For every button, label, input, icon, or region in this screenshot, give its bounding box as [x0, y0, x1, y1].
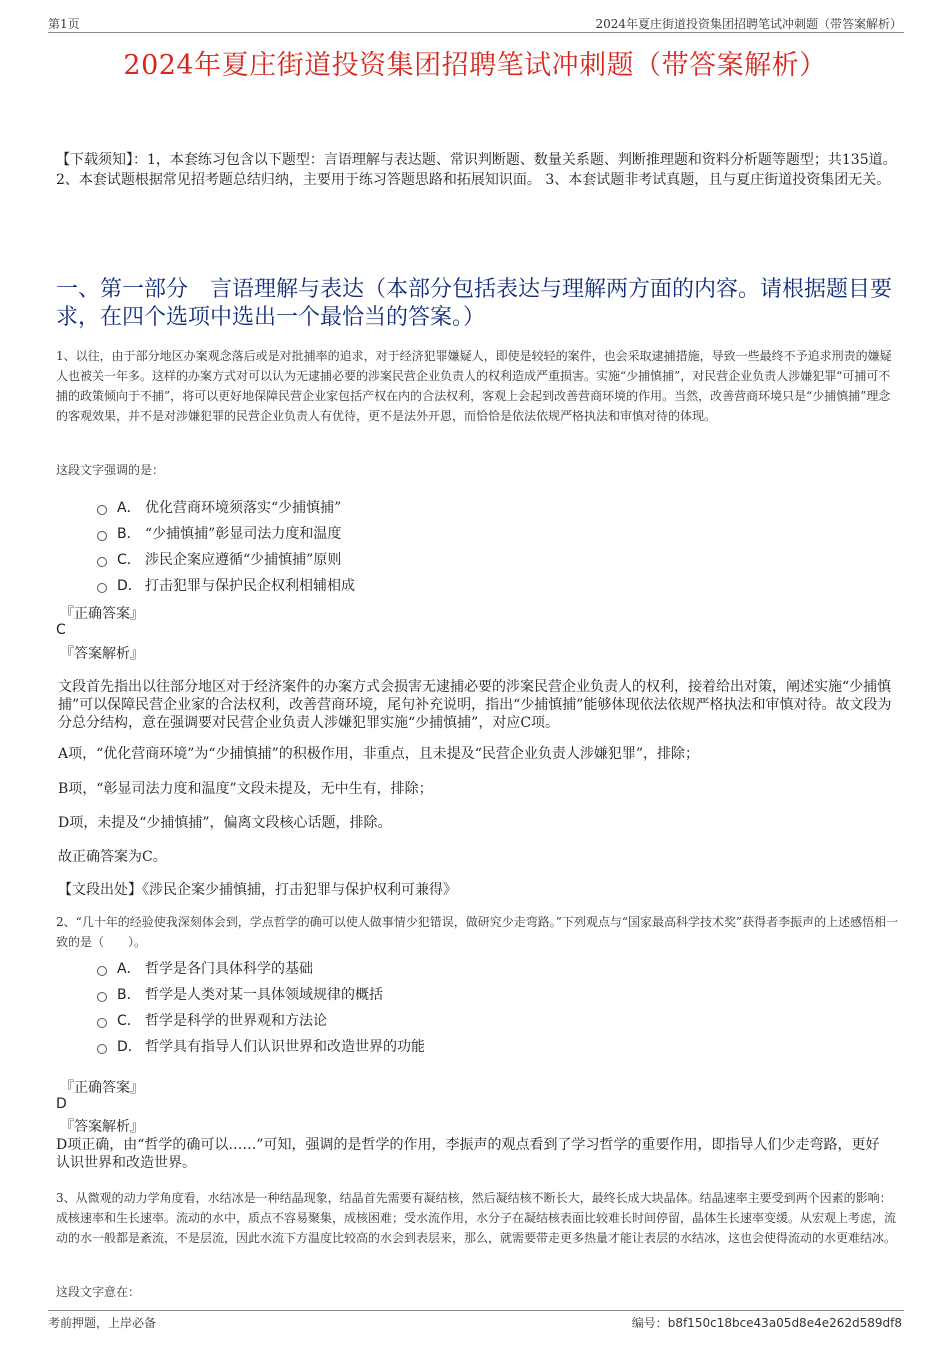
- radio-icon[interactable]: [97, 992, 107, 1002]
- footer-code: [632, 1314, 902, 1331]
- option-letter: A．: [117, 500, 141, 516]
- option-text: 涉民企案应遵循“少捕慎捕”原则: [145, 552, 342, 568]
- question-1-option-b[interactable]: [97, 523, 341, 543]
- question-3-prompt: 这段文字意在：: [56, 1285, 141, 1299]
- footer-divider: [48, 1310, 904, 1311]
- option-text: 哲学是科学的世界观和方法论: [145, 1013, 327, 1029]
- option-text: 打击犯罪与保护民企权利相辅相成: [145, 578, 355, 594]
- option-letter: B．: [117, 987, 141, 1003]
- question-1-answer: C: [56, 622, 66, 638]
- question-3-stem: 3、从微观的动力学角度看，水结冰是一种结晶现象，结晶首先需要有凝结核，然后凝结核不断长大，最终长成大块晶体。结晶速率主要受到两个因素的影响：成核速率和生长速率。流动的水中，质点不容易聚集，成核困难；受水流作用，水分子在凝结核表面比较难长时间停留，晶体生长速率变缓。从宏观上考虑，流动的水一般都是紊流，不是层流，因此水流下方温度比较高的水会到表层来，那么，就需要带走更多热量才能让表层的水结冰，这也会使得流动的水更难结冰。: [56, 1191, 897, 1245]
- radio-icon[interactable]: [97, 531, 107, 541]
- question-1-prompt: 这段文字强调的是：: [56, 463, 165, 477]
- option-text: “少捕慎捕”彰显司法力度和温度: [145, 526, 342, 542]
- option-letter: B．: [117, 526, 141, 542]
- section-heading: 一、第一部分 言语理解与表达（本部分包括表达与理解两方面的内容。请根据题目要求，在四个选项中选出一个最恰当的答案。）: [56, 277, 893, 330]
- option-text: 哲学具有指导人们认识世界和改造世界的功能: [145, 1039, 425, 1055]
- header-divider: [48, 32, 904, 33]
- question-2-option-d[interactable]: [97, 1036, 425, 1056]
- radio-icon[interactable]: [97, 1018, 107, 1028]
- download-notice: 【下载须知】：1，本套练习包含以下题型：言语理解与表达题、常识判断题、数量关系题、判断推理题和资料分析题等题型；共135道。 2、本套试题根据常见招考题总结归纳，主要用于练习答题思路和拓展知识面。 3、本套试题非考试真题，且与夏庄街道投资集团无关。: [56, 152, 897, 188]
- option-text: 优化营商环境须落实“少捕慎捕”: [145, 500, 342, 516]
- option-letter: C．: [117, 552, 141, 568]
- question-2-analysis-label: 『答案解析』: [60, 1119, 144, 1135]
- radio-icon[interactable]: [97, 966, 107, 976]
- radio-icon[interactable]: [97, 583, 107, 593]
- question-1-option-d[interactable]: [97, 575, 355, 595]
- question-2-option-a[interactable]: [97, 958, 313, 978]
- question-2-stem: 2、“几十年的经验使我深刻体会到，学点哲学的确可以使人做事情少犯错误，做研究少走弯路。”下列观点与“国家最高科学技术奖”获得者李振声的上述感悟相一致的是（ ）。: [56, 915, 899, 949]
- question-2-option-c[interactable]: [97, 1010, 327, 1030]
- question-1-option-c[interactable]: [97, 549, 341, 569]
- question-1-analysis-label: 『答案解析』: [60, 646, 144, 662]
- question-1-analysis-b: B项，“彰显司法力度和温度”文段未提及，无中生有，排除；: [58, 781, 433, 797]
- radio-icon[interactable]: [97, 505, 107, 515]
- question-2-option-b[interactable]: [97, 984, 383, 1004]
- document-title: 2024年夏庄街道投资集团招聘笔试冲刺题（带答案解析）: [123, 50, 827, 81]
- question-1-option-a[interactable]: [97, 497, 341, 517]
- option-text: 哲学是各门具体科学的基础: [145, 961, 313, 977]
- footer-code-value: b8f150c18bce43a05d8e4e262d589df8: [667, 1316, 902, 1330]
- question-1-analysis-main: 文段首先指出以往部分地区对于经济案件的办案方式会损害无逮捕必要的涉案民营企业负责人的权利，接着给出对策，阐述实施“少捕慎捕”可以保障民营企业家的合法权利，改善营商环境，尾句补充说明，指出“少捕慎捕”能够体现依法依规严格执法和审慎对待。故文段为分总分结构，意在强调要对民营企业负责人涉嫌犯罪实施“少捕慎捕”，对应C项。: [58, 679, 892, 731]
- running-title: 2024年夏庄街道投资集团招聘笔试冲刺题（带答案解析）: [595, 17, 902, 31]
- question-1-analysis-conclusion: 故正确答案为C。: [58, 849, 167, 865]
- question-1-analysis-a: A项，“优化营商环境”为“少捕慎捕”的积极作用，非重点，且未提及“民营企业负责人涉嫌犯罪”，排除；: [58, 746, 700, 762]
- question-1-stem: 1、以往，由于部分地区办案观念落后或是对批捕率的追求，对于经济犯罪嫌疑人，即使是较轻的案件，也会采取逮捕措施，导致一些最终不予追求刑责的嫌疑人也被关一年多。这样的办案方式对可以认为无逮捕必要的涉案民营企业负责人的权利造成严重损害。实施“少捕慎捕”，对民营企业负责人涉嫌犯罪“可捕可不捕的政策倾向于不捕”，将可以更好地保障民营企业家包括产权在内的合法权利，客观上会起到改善营商环境的作用。当然，改善营商环境只是“少捕慎捕”理念的客观效果，并不是对涉嫌犯罪的民营企业负责人有优待，更不是法外开恩，而恰恰是依法依规严格执法和审慎对待的体现。: [56, 349, 892, 423]
- question-2-answer-label: 『正确答案』: [60, 1080, 144, 1096]
- footer-code-label: 编号：: [631, 1316, 668, 1330]
- option-letter: C．: [117, 1013, 141, 1029]
- question-2-answer: D: [56, 1096, 67, 1112]
- question-1-analysis-d: D项，未提及“少捕慎捕”，偏离文段核心话题，排除。: [58, 815, 392, 831]
- option-letter: D．: [117, 1039, 142, 1055]
- question-2-analysis: D项正确，由“哲学的确可以……”可知，强调的是哲学的作用，李振声的观点看到了学习哲学的重要作用，即指导人们少走弯路，更好认识世界和改造世界。: [56, 1137, 880, 1171]
- option-letter: A．: [117, 961, 141, 977]
- option-letter: D．: [117, 578, 142, 594]
- radio-icon[interactable]: [97, 1044, 107, 1054]
- option-text: 哲学是人类对某一具体领域规律的概括: [145, 987, 383, 1003]
- footer-slogan: 考前押题，上岸必备: [48, 1316, 157, 1330]
- question-1-source: 【文段出处】《涉民企案少捕慎捕，打击犯罪与保护权利可兼得》: [58, 882, 457, 898]
- radio-icon[interactable]: [97, 557, 107, 567]
- page-number: 第1页: [48, 17, 80, 31]
- question-1-answer-label: 『正确答案』: [60, 606, 144, 622]
